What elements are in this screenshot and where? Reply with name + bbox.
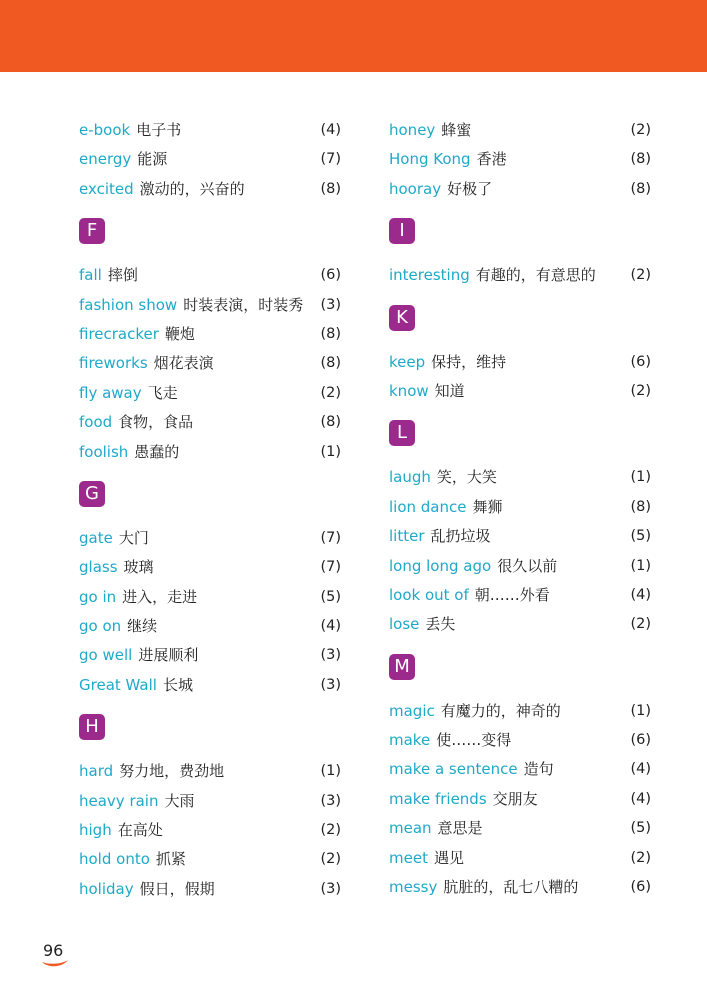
entry-chinese-meaning: 摔倒 bbox=[107, 266, 138, 285]
entry-unit-number: (7) bbox=[320, 559, 341, 576]
glossary-entry bbox=[79, 757, 341, 786]
entry-english-word: lion dance bbox=[389, 497, 467, 516]
entry-unit-number: (8) bbox=[320, 355, 341, 372]
entry-unit-number: (8) bbox=[320, 414, 341, 431]
entry-unit-number: (1) bbox=[630, 557, 651, 574]
glossary-entry bbox=[389, 463, 651, 492]
entry-chinese-meaning: 努力地，费劲地 bbox=[119, 762, 225, 781]
entry-chinese-meaning: 假日，假期 bbox=[139, 879, 215, 898]
entry-chinese-meaning: 烟花表演 bbox=[153, 354, 214, 373]
entry-english-word: glass bbox=[79, 558, 118, 577]
glossary-entry bbox=[389, 610, 651, 639]
entry-unit-number: (2) bbox=[630, 267, 651, 284]
entry-chinese-meaning: 飞走 bbox=[147, 383, 178, 402]
glossary-entry bbox=[79, 320, 341, 349]
entry-english-word: go well bbox=[79, 646, 133, 665]
glossary-entry bbox=[389, 873, 651, 902]
entry-chinese-meaning: 有魔力的，神奇的 bbox=[440, 701, 561, 720]
entry-chinese-meaning: 愚蠢的 bbox=[134, 442, 180, 461]
entry-unit-number: (8) bbox=[630, 151, 651, 168]
entry-chinese-meaning: 食物，食品 bbox=[118, 413, 194, 432]
entry-unit-number: (2) bbox=[320, 822, 341, 839]
entry-unit-number: (4) bbox=[320, 618, 341, 635]
glossary-entry bbox=[389, 348, 651, 377]
entry-english-word: keep bbox=[389, 352, 426, 371]
entry-english-word: fly away bbox=[79, 383, 142, 402]
entry-unit-number: (3) bbox=[320, 792, 341, 809]
entry-english-word: holiday bbox=[79, 879, 134, 898]
entry-chinese-meaning: 激动的，兴奋的 bbox=[139, 179, 245, 198]
entry-english-word: food bbox=[79, 413, 113, 432]
entry-chinese-meaning: 交朋友 bbox=[492, 789, 538, 808]
glossary-entry bbox=[79, 612, 341, 641]
entry-english-word: Hong Kong bbox=[389, 150, 471, 169]
entry-chinese-meaning: 蜂蜜 bbox=[441, 121, 472, 139]
entry-unit-number: (4) bbox=[630, 586, 651, 603]
entry-english-word: hooray bbox=[389, 179, 442, 198]
entry-chinese-meaning: 抓紧 bbox=[155, 850, 186, 869]
entry-unit-number: (2) bbox=[630, 382, 651, 399]
section-letter-badge: I bbox=[389, 218, 415, 244]
entry-unit-number: (1) bbox=[320, 443, 341, 460]
entry-chinese-meaning: 乱扔垃圾 bbox=[430, 527, 491, 546]
entry-unit-number: (5) bbox=[630, 528, 651, 545]
entry-chinese-meaning: 进展顺利 bbox=[138, 646, 199, 665]
glossary-entry bbox=[389, 522, 651, 551]
entry-unit-number: (8) bbox=[630, 180, 651, 197]
entry-unit-number: (1) bbox=[630, 469, 651, 486]
entry-english-word: e-book bbox=[79, 121, 131, 139]
section-letter-badge: L bbox=[389, 420, 415, 446]
entry-chinese-meaning: 进入，走进 bbox=[122, 587, 198, 606]
entry-unit-number: (1) bbox=[630, 702, 651, 719]
section-letter-heading bbox=[79, 467, 341, 524]
entry-english-word: energy bbox=[79, 150, 132, 169]
entry-english-word: hold onto bbox=[79, 850, 150, 869]
glossary-entry bbox=[79, 787, 341, 816]
entry-english-word: lose bbox=[389, 615, 420, 634]
glossary-right-column bbox=[389, 116, 651, 902]
entry-chinese-meaning: 知道 bbox=[434, 381, 465, 400]
entry-chinese-meaning: 保持，维持 bbox=[431, 352, 507, 371]
entry-unit-number: (8) bbox=[320, 180, 341, 197]
glossary-entry bbox=[79, 291, 341, 320]
glossary-entry bbox=[389, 261, 651, 290]
glossary-left-column bbox=[79, 116, 341, 904]
entry-unit-number: (2) bbox=[630, 849, 651, 866]
entry-unit-number: (6) bbox=[630, 732, 651, 749]
entry-english-word: mean bbox=[389, 819, 432, 838]
entry-chinese-meaning: 造句 bbox=[523, 760, 554, 779]
section-letter-heading bbox=[79, 700, 341, 757]
glossary-entry bbox=[389, 785, 651, 814]
entry-chinese-meaning: 有趣的，有意思的 bbox=[475, 266, 596, 285]
glossary-entry bbox=[79, 261, 341, 290]
banner-torn-edge bbox=[0, 52, 707, 76]
section-letter-badge: F bbox=[79, 218, 105, 244]
entry-english-word: high bbox=[79, 821, 112, 840]
entry-chinese-meaning: 能源 bbox=[137, 150, 168, 169]
entry-unit-number: (6) bbox=[630, 353, 651, 370]
glossary-entry bbox=[389, 581, 651, 610]
entry-english-word: know bbox=[389, 381, 429, 400]
entry-chinese-meaning: 鞭炮 bbox=[164, 324, 195, 343]
glossary-entry bbox=[389, 493, 651, 522]
glossary-entry bbox=[79, 349, 341, 378]
entry-english-word: make friends bbox=[389, 789, 487, 808]
entry-chinese-meaning: 时装表演，时装秀 bbox=[183, 295, 304, 314]
entry-chinese-meaning: 笑，大笑 bbox=[436, 468, 497, 487]
entry-unit-number: (1) bbox=[320, 763, 341, 780]
entry-chinese-meaning: 在高处 bbox=[117, 821, 163, 840]
entry-english-word: go on bbox=[79, 617, 122, 636]
entry-chinese-meaning: 很久以前 bbox=[497, 556, 558, 575]
entry-english-word: make a sentence bbox=[389, 760, 518, 779]
glossary-entry bbox=[79, 145, 341, 174]
section-letter-heading bbox=[389, 291, 651, 348]
glossary-entry bbox=[389, 175, 651, 204]
glossary-entry bbox=[389, 116, 651, 145]
glossary-entry bbox=[79, 875, 341, 904]
entry-english-word: fashion show bbox=[79, 295, 178, 314]
entry-unit-number: (6) bbox=[630, 879, 651, 896]
entry-english-word: long long ago bbox=[389, 556, 492, 575]
entry-unit-number: (2) bbox=[630, 616, 651, 633]
glossary-entry bbox=[79, 438, 341, 467]
entry-unit-number: (3) bbox=[320, 647, 341, 664]
entry-english-word: litter bbox=[389, 527, 425, 546]
entry-english-word: hard bbox=[79, 762, 114, 781]
glossary-entry bbox=[79, 408, 341, 437]
entry-chinese-meaning: 大雨 bbox=[164, 791, 195, 810]
glossary-entry bbox=[389, 755, 651, 784]
entry-english-word: heavy rain bbox=[79, 791, 159, 810]
entry-english-word: messy bbox=[389, 878, 438, 897]
entry-chinese-meaning: 长城 bbox=[162, 675, 193, 694]
glossary-entry bbox=[79, 816, 341, 845]
section-letter-heading bbox=[389, 640, 651, 697]
entry-english-word: laugh bbox=[389, 468, 431, 487]
entry-english-word: go in bbox=[79, 587, 117, 606]
glossary-entry bbox=[79, 641, 341, 670]
entry-english-word: fireworks bbox=[79, 354, 148, 373]
entry-english-word: gate bbox=[79, 528, 113, 547]
entry-chinese-meaning: 大门 bbox=[118, 528, 149, 547]
entry-unit-number: (4) bbox=[320, 122, 341, 138]
entry-english-word: look out of bbox=[389, 585, 469, 604]
glossary-entry bbox=[79, 379, 341, 408]
entry-chinese-meaning: 香港 bbox=[476, 150, 507, 169]
entry-unit-number: (4) bbox=[630, 761, 651, 778]
section-letter-badge: M bbox=[389, 654, 415, 680]
glossary-entry bbox=[79, 116, 341, 145]
glossary-entry bbox=[389, 726, 651, 755]
entry-unit-number: (8) bbox=[630, 498, 651, 515]
section-letter-heading bbox=[389, 406, 651, 463]
entry-english-word: interesting bbox=[389, 266, 470, 285]
entry-unit-number: (3) bbox=[320, 676, 341, 693]
glossary-entry bbox=[79, 553, 341, 582]
entry-unit-number: (8) bbox=[320, 325, 341, 342]
entry-chinese-meaning: 肮脏的，乱七八糟的 bbox=[443, 878, 579, 897]
section-letter-badge: H bbox=[79, 714, 105, 740]
entry-chinese-meaning: 好极了 bbox=[447, 179, 493, 198]
entry-unit-number: (3) bbox=[320, 296, 341, 313]
glossary-entry bbox=[389, 377, 651, 406]
glossary-entry bbox=[389, 697, 651, 726]
entry-chinese-meaning: 电子书 bbox=[136, 121, 182, 139]
entry-english-word: Great Wall bbox=[79, 675, 157, 694]
entry-chinese-meaning: 玻璃 bbox=[123, 558, 154, 577]
section-letter-heading bbox=[389, 204, 651, 261]
entry-chinese-meaning: 舞狮 bbox=[472, 497, 503, 516]
entry-chinese-meaning: 意思是 bbox=[437, 819, 483, 838]
entry-unit-number: (4) bbox=[630, 790, 651, 807]
glossary-entry bbox=[79, 175, 341, 204]
section-letter-badge: G bbox=[79, 481, 105, 507]
entry-chinese-meaning: 朝……外看 bbox=[474, 585, 550, 604]
entry-unit-number: (3) bbox=[320, 880, 341, 897]
glossary-entry bbox=[389, 814, 651, 843]
glossary-entry bbox=[79, 845, 341, 874]
entry-chinese-meaning: 使……变得 bbox=[436, 731, 512, 750]
entry-english-word: foolish bbox=[79, 442, 129, 461]
entry-unit-number: (6) bbox=[320, 267, 341, 284]
glossary-entry bbox=[389, 844, 651, 873]
entry-english-word: magic bbox=[389, 701, 435, 720]
entry-unit-number: (2) bbox=[630, 122, 651, 138]
page-number: 96 bbox=[43, 941, 64, 960]
entry-chinese-meaning: 继续 bbox=[127, 617, 158, 636]
section-letter-badge: K bbox=[389, 305, 415, 331]
entry-english-word: excited bbox=[79, 179, 134, 198]
entry-unit-number: (2) bbox=[320, 851, 341, 868]
entry-unit-number: (7) bbox=[320, 529, 341, 546]
section-letter-heading bbox=[79, 204, 341, 261]
entry-unit-number: (2) bbox=[320, 384, 341, 401]
entry-english-word: meet bbox=[389, 848, 428, 867]
entry-chinese-meaning: 丢失 bbox=[425, 615, 456, 634]
entry-unit-number: (5) bbox=[630, 820, 651, 837]
entry-english-word: make bbox=[389, 731, 431, 750]
entry-unit-number: (5) bbox=[320, 588, 341, 605]
glossary-entry bbox=[389, 145, 651, 174]
glossary-entry bbox=[79, 524, 341, 553]
glossary-entry bbox=[389, 552, 651, 581]
entry-unit-number: (7) bbox=[320, 151, 341, 168]
glossary-entry bbox=[79, 583, 341, 612]
entry-english-word: honey bbox=[389, 121, 436, 139]
entry-english-word: fall bbox=[79, 266, 102, 285]
glossary-entry bbox=[79, 671, 341, 700]
entry-chinese-meaning: 遇见 bbox=[433, 848, 464, 867]
entry-english-word: firecracker bbox=[79, 324, 159, 343]
